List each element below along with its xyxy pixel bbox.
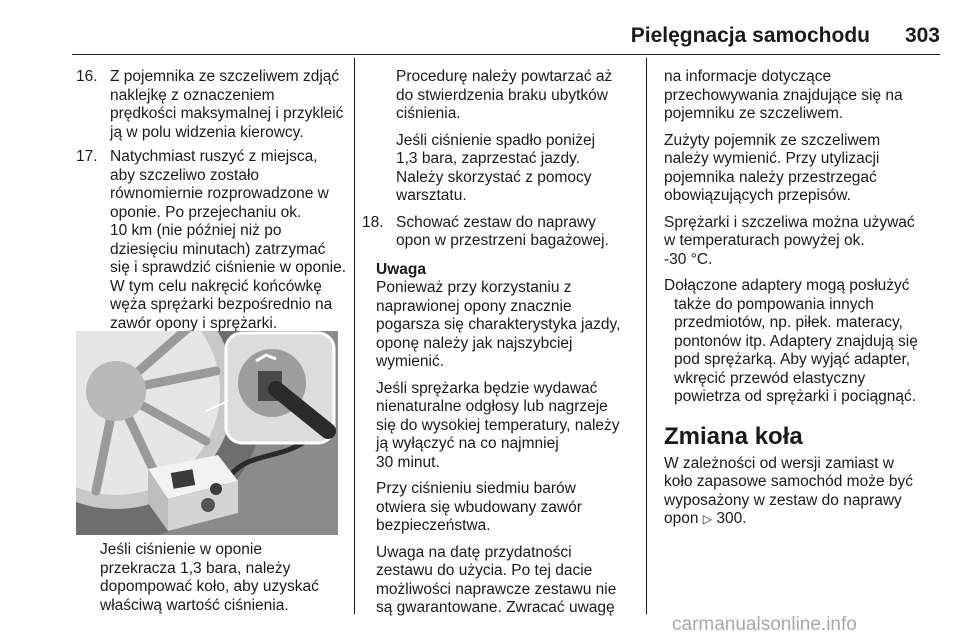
paragraph xyxy=(376,480,640,536)
text-line: na informacje dotyczące xyxy=(664,68,832,85)
text-line: opon w przestrzeni bagażowej. xyxy=(396,232,609,249)
text-line: wkręcić przewód elastyczny xyxy=(674,369,866,387)
text-line: Sprężarki i szczeliwa można używać xyxy=(664,213,915,231)
text-line: Należy skorzystać z pomocy xyxy=(396,168,592,186)
text-line: do stwierdzenia braku ubytków xyxy=(396,86,608,104)
step-text xyxy=(110,68,348,142)
text-line: powietrza od sprężarki i pociągnąć. xyxy=(674,388,917,405)
text-line: naprawionej opony znacznie xyxy=(376,297,572,315)
text-line: 30 minut. xyxy=(376,453,440,471)
text-line: Uwaga na datę przydatności xyxy=(376,543,572,561)
text-line: pogarsza się charakterystyka jazdy, xyxy=(376,316,621,333)
text-line: Zużyty pojemnik ze szczeliwem xyxy=(664,131,881,149)
text-line: Jeśli ciśnienie w oponie xyxy=(100,541,262,558)
text-line: warsztatu. xyxy=(396,187,467,204)
step-text xyxy=(110,148,348,333)
text-line: Dołączone adaptery mogą posłużyć xyxy=(664,277,910,294)
text-line: przedmiotów, np. piłek. materacy, xyxy=(674,314,903,331)
text-line: prędkości maksymalnej i przykleić xyxy=(110,105,344,122)
text-line: 10 km (nie później niż po xyxy=(110,222,282,239)
step-number: 16. xyxy=(76,68,98,85)
text-line: W tym celu nakręcić końcówkę xyxy=(110,277,322,295)
text-line: także do pompowania innych xyxy=(674,295,874,313)
paragraph xyxy=(664,214,944,270)
page-number: 303 xyxy=(904,24,940,47)
step-text xyxy=(396,214,640,251)
text-line: pontonów itp. Adaptery znajdują się xyxy=(674,332,918,350)
paragraph xyxy=(362,68,640,124)
text-line: wyposażony w zestaw do naprawy xyxy=(664,491,902,509)
text-line: ją w polu widzenia kierowcy. xyxy=(110,123,304,141)
text-line: pojemniku ze szczeliwem. xyxy=(664,105,844,122)
text-line: naklejkę z oznaczeniem xyxy=(110,86,275,104)
text-line: węża sprężarki bezpośrednio na xyxy=(110,296,333,313)
paragraph xyxy=(664,277,944,407)
text-line: oponę należy jak najszybciej xyxy=(376,334,573,352)
text-line: pod sprężarką. Aby wyjąć adapter, xyxy=(674,351,911,368)
text-line: się i sprawdzić ciśnienie w oponie. xyxy=(110,259,347,276)
text-line: opon xyxy=(664,510,699,527)
middle-column xyxy=(362,68,640,626)
text-line: Ponieważ przy korzystaniu z xyxy=(376,279,572,296)
note-block xyxy=(362,261,640,618)
text-line: Schować zestaw do naprawy xyxy=(396,213,596,231)
section-title: Zmiana koła xyxy=(664,422,803,450)
text-line: ją wyłączyć na co najmniej xyxy=(376,435,559,452)
tire-compressor-illustration xyxy=(76,331,338,535)
page-header-title: Pielęgnacja samochodu xyxy=(630,24,870,47)
text-line: właściwą wartość ciśnienia. xyxy=(100,596,289,614)
paragraph xyxy=(664,132,944,206)
text-line: równomiernie rozprowadzone w xyxy=(110,185,329,202)
left-column xyxy=(76,68,348,339)
text-line: się do wysokiej temperatury, należy xyxy=(376,416,620,434)
text-line: dziesięciu minutach) zatrzymać xyxy=(110,240,326,258)
text-line: nienaturalne odgłosy lub nagrzeje xyxy=(376,398,608,415)
paragraph xyxy=(376,544,640,618)
text-line: Jeśli ciśnienie spadło poniżej xyxy=(396,131,596,149)
left-column-after-figure xyxy=(76,541,348,615)
text-line: przekracza 1,3 bara, należy xyxy=(100,559,291,577)
text-line: zestawu do użycia. Po tej dacie xyxy=(376,562,593,579)
text-line: zawór opony i sprężarki. xyxy=(110,314,278,332)
paragraph xyxy=(664,68,944,124)
text-line: należy wymienić. Przy utylizacji xyxy=(664,150,880,167)
text-line: 1,3 bara, zaprzestać jazdy. xyxy=(396,150,581,167)
step-number: 18. xyxy=(362,213,384,231)
paragraph xyxy=(376,380,640,473)
paragraph xyxy=(362,132,640,206)
text-line: ciśnienia. xyxy=(396,105,461,122)
text-line: koło zapasowe samochód może być xyxy=(664,473,913,490)
step-16 xyxy=(76,68,348,142)
column-divider-1 xyxy=(354,58,355,614)
text-line: -30 °C. xyxy=(664,250,713,268)
watermark: carmanualsonline.info xyxy=(672,614,857,635)
text-line: Procedurę należy powtarzać aż xyxy=(396,68,613,85)
page-reference-icon: ▷ xyxy=(702,512,713,526)
step-number: 17. xyxy=(76,148,98,165)
text-line: oponie. Po przejechaniu ok. xyxy=(110,203,302,221)
text-line: W zależności od wersji zamiast w xyxy=(664,454,894,472)
text-line: bezpieczeństwa. xyxy=(376,517,491,534)
right-column xyxy=(664,68,944,537)
text-line: Przy ciśnieniu siedmiu barów xyxy=(376,480,576,497)
paragraph xyxy=(376,279,640,372)
text-line: Natychmiast ruszyć z miejsca, xyxy=(110,148,318,165)
step-18 xyxy=(362,214,640,251)
text-line: pojemnika należy przestrzegać xyxy=(664,168,877,186)
text-line: są gwarantowane. Zwracać uwagę xyxy=(376,599,615,616)
text-line: dopompować koło, aby uzyskać xyxy=(100,578,319,595)
header-rule xyxy=(72,54,940,55)
text-line: możliwości naprawcze zestawu nie xyxy=(376,580,617,598)
paragraph xyxy=(664,455,944,529)
text-line: przechowywania znajdujące się na xyxy=(664,86,903,104)
text-line: obowiązujących przepisów. xyxy=(664,187,851,204)
page-reference-link[interactable]: 300. xyxy=(716,510,747,527)
text-line: wymienić. xyxy=(376,353,445,370)
after-figure-paragraph xyxy=(76,541,348,615)
note-heading: Uwaga xyxy=(376,260,426,278)
text-line: w temperaturach powyżej ok. xyxy=(664,232,865,249)
text-line: Z pojemnika ze szczeliwem zdjąć xyxy=(110,68,340,85)
column-divider-2 xyxy=(646,58,647,614)
step-17 xyxy=(76,148,348,333)
text-line: Jeśli sprężarka będzie wydawać xyxy=(376,379,598,397)
text-line: otwiera się wbudowany zawór xyxy=(376,498,582,516)
text-line: aby szczeliwo zostało xyxy=(110,166,260,184)
